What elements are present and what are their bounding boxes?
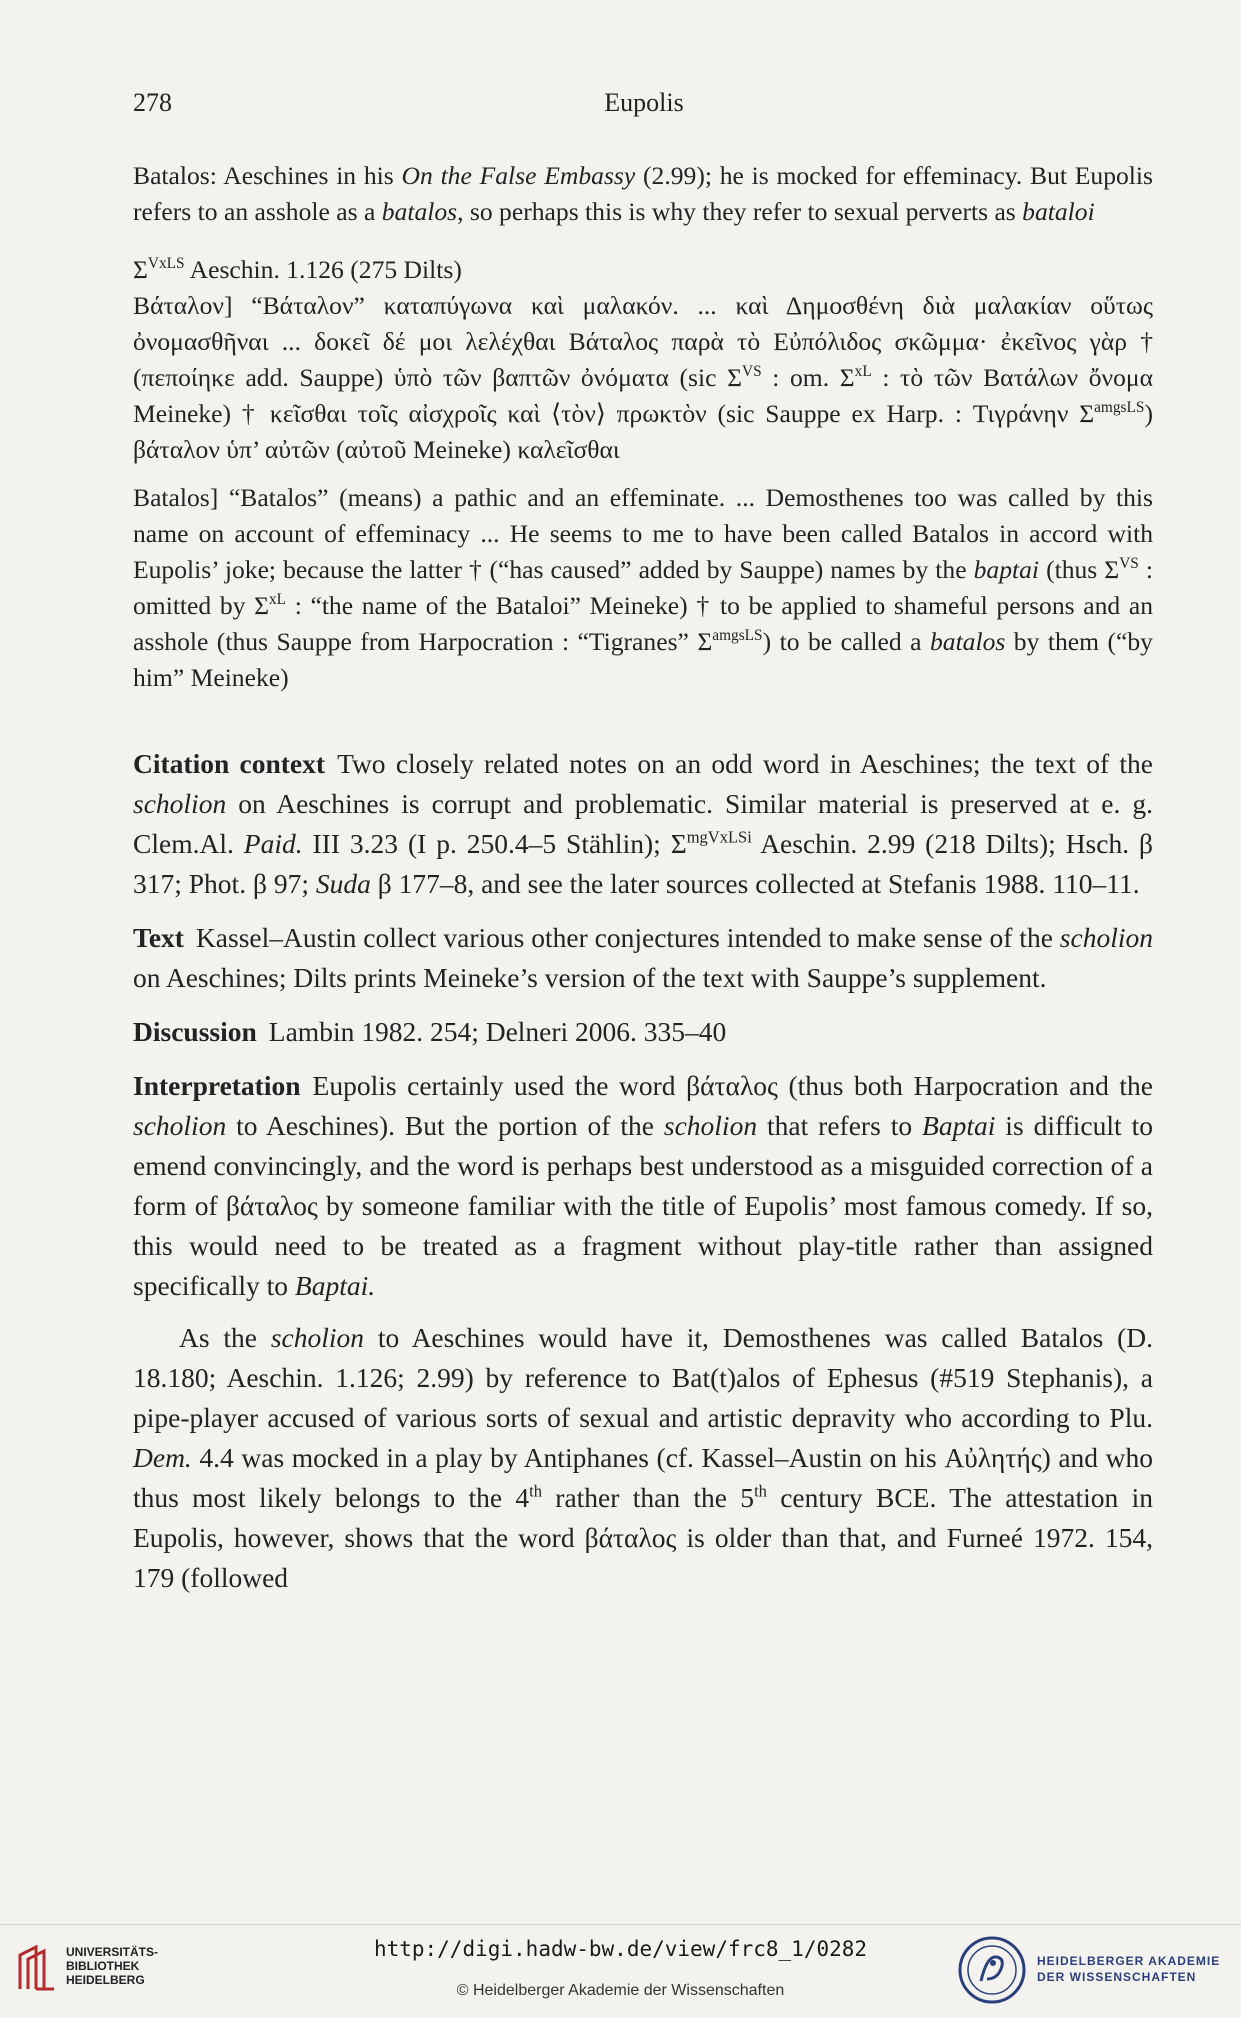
library-name-line-1: UNIVERSITÄTS- xyxy=(66,1945,159,1959)
section-heading: Text xyxy=(133,922,184,953)
text-span: on Aeschines; Dilts prints Meineke’s version of the text with Sauppe’s supplement. xyxy=(133,962,1047,993)
text-span: Eupolis certainly used the word βάταλος (thus both Harpocration and the xyxy=(312,1070,1153,1101)
section-discussion xyxy=(133,1012,1153,1052)
text-span: to Aeschines). But the portion of the xyxy=(226,1110,664,1141)
italic-span: Baptai xyxy=(922,1110,996,1141)
text-span: : “the name of the Bataloi” Meineke) † to be applied to shameful persons and an asshole (thus Sauppe from Harpocration : “Tigranes” Σ xyxy=(133,591,1153,656)
siglum-superscript: th xyxy=(754,1481,767,1501)
permalink-url[interactable]: http://digi.hadw-bw.de/view/frc8_1/0282 xyxy=(373,1937,868,1961)
section-heading: Discussion xyxy=(133,1016,257,1047)
italic-span: scholion xyxy=(270,1322,365,1353)
italic-span: Dem. xyxy=(133,1442,192,1473)
italic-span: Baptai. xyxy=(294,1270,376,1301)
academy-logo xyxy=(957,1935,1227,2005)
text-span: Βάταλον] “Βάταλον” καταπύγωνα καὶ μαλακόν. ... καὶ Δημοσθένη διὰ μαλακίαν οὕτως ὀνομασθῆναι ... δοκεῖ δέ μοι λελέχθαι Βάταλος παρὰ τὸ Εὐπόλιδος σκῶμμα· ἐκεῖνος γὰρ † (πεποίηκε add. Sauppe) ὑπὸ τῶν βαπτῶν ὀνόματα (sic Σ xyxy=(133,291,1153,392)
text-span: As the xyxy=(179,1322,271,1353)
section-heading: Citation context xyxy=(133,748,326,779)
text-span: (2.99); he is mocked for effeminacy. But Eupolis refers to an asshole as a xyxy=(133,161,1153,226)
siglum-superscript: VS xyxy=(742,363,762,381)
text-span: ) βάταλον ὑπ’ αὐτῶν (αὐτοῦ Meineke) καλεῖσθαι xyxy=(133,399,1153,464)
text-span: Batalos: Aeschines in his xyxy=(133,161,402,190)
copyright-notice: © Heidelberger Akademie der Wissenschaften xyxy=(456,1982,785,1999)
greek-scholion-text xyxy=(133,288,1153,468)
text-span: on Aeschines is corrupt and problematic. Similar material is preserved at e. g. Clem.Al. xyxy=(133,788,1153,859)
text-span: , so perhaps this is why they refer to sexual perverts as xyxy=(457,197,1023,226)
academy-seal-icon xyxy=(957,1935,1027,2005)
running-head xyxy=(133,88,1155,124)
text-span: century BCE. The attestation in Eupolis, however, shows that the word βάταλος is older than that, and Furneé 1972. 154, 179 (followed xyxy=(133,1482,1153,1593)
italic-span: scholion xyxy=(133,1110,227,1141)
section-heading: Interpretation xyxy=(133,1070,301,1101)
italic-span: batalos xyxy=(381,197,458,226)
text-span: Lambin 1982. 254; Delneri 2006. 335–40 xyxy=(268,1016,727,1047)
scholion-translation-2 xyxy=(133,480,1153,696)
text-span: : τὸ τῶν Βατάλων ὄνομα Meineke) † κεῖσθαι τοῖς αἰσχροῖς καὶ ⟨τὸν⟩ πρωκτὸν (sic Sauppe ex Harp. : Τιγράνην Σ xyxy=(133,363,1154,428)
siglum-superscript: xL xyxy=(268,591,287,609)
italic-span: scholion xyxy=(1059,922,1153,953)
italic-span: batalos xyxy=(929,627,1006,656)
text-span: Σ xyxy=(133,255,148,284)
text-span: β 177–8, and see the later sources collected at Stefanis 1988. 110–11. xyxy=(370,868,1140,899)
academy-name-line-1: HEIDELBERGER AKADEMIE xyxy=(1037,1954,1221,1968)
text-span: Kassel–Austin collect various other conjectures intended to make sense of the xyxy=(195,922,1060,953)
italic-span: scholion xyxy=(133,788,227,819)
interpretation-paragraph-2 xyxy=(133,1318,1153,1598)
italic-span: bataloi xyxy=(1022,197,1095,226)
text-span: : om. Σ xyxy=(761,363,855,392)
text-span: Batalos] “Batalos” (means) a pathic and an effeminate. ... Demosthenes too was called by this name on account of effeminacy ... He seems to me to have been called Batalos in accord with Eupolis’ joke; because the latter † (“has caused” added by Sauppe) names by the xyxy=(133,483,1153,584)
digitization-footer xyxy=(0,1924,1241,2018)
text-span: to Aeschines would have it, Demosthenes was called Batalos (D. 18.180; Aeschin. 1.126; 2.99) by reference to Bat(t)alos of Ephesus (#519 Stephanis), a pipe-player accused of various sorts of sexual and artistic depravity who according to Plu. xyxy=(133,1322,1153,1433)
text-span: ) to be called a xyxy=(762,627,930,656)
source-reference xyxy=(133,252,1153,288)
text-span: is difficult to emend convincingly, and the word is perhaps best understood as a misguided correction of a form of βάταλος by someone familiar with the title of Eupolis’ most famous comedy. If so, this would need to be treated as a fragment without play-title rather than assigned specifically to xyxy=(133,1110,1153,1301)
page-number: 278 xyxy=(133,88,172,117)
italic-span: scholion xyxy=(663,1110,758,1141)
text-span: that refers to xyxy=(757,1110,923,1141)
italic-span: Suda xyxy=(315,868,371,899)
text-span: Aeschin. 1.126 (275 Dilts) xyxy=(184,255,462,284)
text-span: : omitted by Σ xyxy=(133,555,1153,620)
academy-name-line-2: DER WISSENSCHAFTEN xyxy=(1037,1970,1197,1984)
text-span: (thus Σ xyxy=(1039,555,1120,584)
running-title: Eupolis xyxy=(604,88,684,117)
section-text xyxy=(133,918,1153,998)
scholion-translation-1 xyxy=(133,158,1153,230)
text-span: by them (“by him” Meineke) xyxy=(133,627,1153,692)
text-span: 4.4 was mocked in a play by Antiphanes (cf. Kassel–Austin on his Αὐλητής) and who thus most likely belongs to the 4 xyxy=(133,1442,1153,1513)
italic-span: Paid. xyxy=(243,828,303,859)
siglum-superscript: mgVxLSi xyxy=(686,827,752,847)
italic-span: On the False Embassy xyxy=(401,161,636,190)
siglum-superscript: VxLS xyxy=(147,255,185,273)
library-name-line-3: HEIDELBERG xyxy=(66,1973,145,1987)
siglum-superscript: xL xyxy=(854,363,872,381)
italic-span: baptai xyxy=(973,555,1040,584)
siglum-superscript: VS xyxy=(1119,555,1139,573)
siglum-superscript: amgsLS xyxy=(712,627,763,645)
section-citation-context xyxy=(133,744,1153,904)
text-span: Two closely related notes on an odd word in Aeschines; the text of the xyxy=(337,748,1153,779)
section-interpretation xyxy=(133,1066,1153,1306)
library-name-line-2: BIBLIOTHEK xyxy=(66,1959,140,1973)
text-span: III 3.23 (I p. 250.4–5 Stählin); Σ xyxy=(302,828,687,859)
page-body xyxy=(133,158,1153,1612)
siglum-superscript: amgsLS xyxy=(1094,399,1145,417)
siglum-superscript: th xyxy=(529,1481,542,1501)
text-span: Aeschin. 2.99 (218 Dilts); Hsch. β 317; Phot. β 97; xyxy=(133,828,1154,899)
text-span: rather than the 5 xyxy=(541,1482,755,1513)
